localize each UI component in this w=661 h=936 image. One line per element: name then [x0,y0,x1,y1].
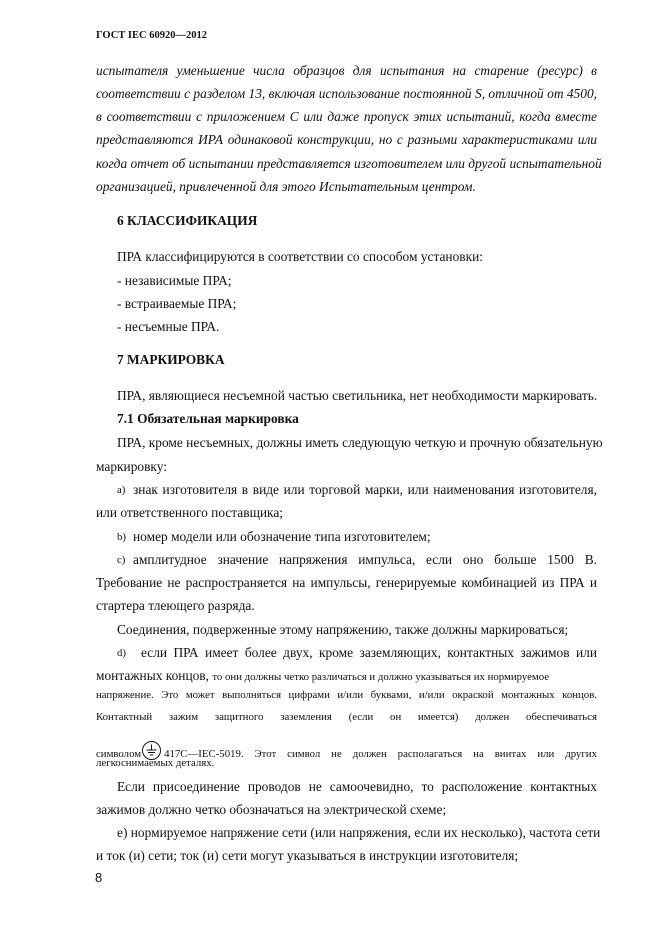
connections-note: Соединения, подверженные этому напряжению, также должны маркироваться; [117,622,569,637]
item-d: Контактный зажим защитного заземления (если он имеется) должен обеспечиваться [96,711,597,723]
marking-paragraph: ПРА, кроме несъемных, должны иметь следующую четкую и прочную обязательную [117,435,603,450]
marking-intro: ПРА, являющиеся несъемной частью светильника, нет необходимости маркировать. [117,388,598,403]
item-a: или ответственного поставщика; [96,505,284,520]
item-c: стартера тлеющего разряда. [96,598,255,613]
item-c-prefix: c) [117,554,126,566]
marking-paragraph: маркировку: [96,459,167,474]
item-c: Требование не распространяется на импульсы, генерируемые комбинацией из ПРА и [96,575,597,590]
section-6-title: 6 КЛАССИФИКАЦИЯ [117,213,258,228]
item-b: номер модели или обозначение типа изготовителем; [133,529,431,544]
section-7-title: 7 МАРКИРОВКА [117,352,225,367]
intro-line: представляются ИРА одинаковой конструкции, но с разными характеристиками или [96,132,597,147]
item-d-line-start: монтажных концов, [96,668,209,683]
item-d: напряжение. Это может выполняться цифрами и/или буквами, и/или окраской монтажных концов. [96,689,597,701]
classification-item: - встраиваемые ПРА; [117,296,237,311]
intro-line: когда отчет об испытании представляется изготовителем или другой испытательной [96,156,602,171]
page-number: 8 [95,870,103,885]
classification-item: - независимые ПРА; [117,273,232,288]
wiring-paragraph: Если присоединение проводов не самоочевидно, то расположение контактных [117,779,597,794]
classification-intro: ПРА классифицируются в соответствии со способом установки: [117,249,483,264]
intro-line: испытателя уменьшение числа образцов для испытания на старение (ресурс) в [96,63,597,78]
item-b-prefix: b) [117,531,126,543]
symbol-description: 417С—IEC-5019. Этот символ не должен располагаться на винтах или других [164,748,597,761]
subsection-7-1-title: 7.1 Обязательная маркировка [117,411,299,426]
item-d: легкоснимаемых деталях. [96,757,215,769]
standard-header: ГОСТ IEC 60920—2012 [96,30,207,41]
item-d-prefix: d) [117,647,126,659]
intro-line: соответствии с разделом 13, включая использование постоянной S, отличной от 4500, [96,86,597,101]
item-a: знак изготовителя в виде или торговой марки, или наименования изготовителя, [133,482,597,497]
intro-line: в соответствии с приложением С или даже пропуск этих испытаний, когда вместе [96,109,597,124]
classification-item: - несъемные ПРА. [117,319,220,334]
symbol-label: символом [96,748,142,761]
item-d-line-rest: то они должны четко различаться и должно указываться их нормируемое [212,671,550,683]
item-c: амплитудное значение напряжения импульса, если оно больше 1500 В. [133,552,597,567]
item-d: если ПРА имеет более двух, кроме заземляющих, контактных зажимов или [141,645,597,660]
item-a-prefix: a) [117,484,126,496]
item-d [96,669,549,683]
intro-line: организацией, привлеченной для этого Испытательным центром. [96,179,476,194]
item-e: и ток (и) сети; ток (и) сети могут указываться в инструкции изготовителя; [96,848,519,863]
item-e: е) нормируемое напряжение сети (или напряжения, если их несколько), частота сети [117,825,601,840]
wiring-paragraph: зажимов должно четко обозначаться на электрической схеме; [96,802,447,817]
